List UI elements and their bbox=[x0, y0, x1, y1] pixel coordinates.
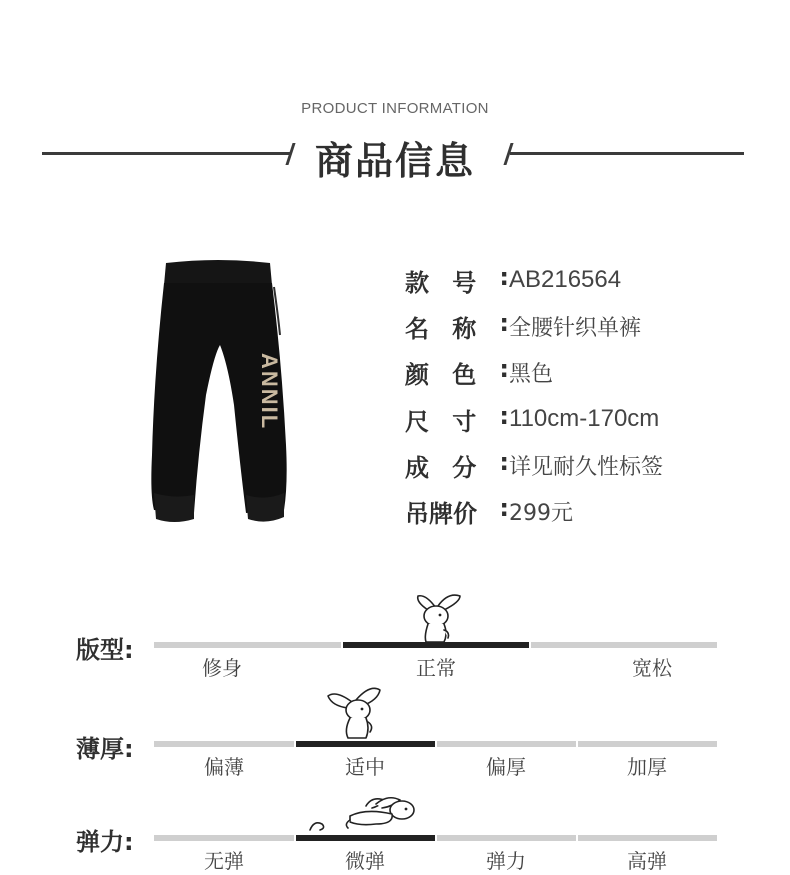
label-colon: : bbox=[499, 401, 509, 430]
label-char: 称 bbox=[452, 314, 477, 343]
thickness-option-label: 偏薄 bbox=[204, 755, 244, 779]
info-value-price: 299元 bbox=[509, 500, 573, 526]
info-label bbox=[405, 494, 509, 529]
thickness-divider bbox=[576, 741, 578, 747]
stretch-divider bbox=[294, 835, 296, 841]
label-colon: : bbox=[499, 308, 509, 337]
info-row-color bbox=[405, 354, 554, 389]
label-colon: : bbox=[499, 493, 509, 522]
thickness-option-label: 偏厚 bbox=[486, 755, 526, 779]
thickness-option-label: 加厚 bbox=[627, 755, 667, 779]
label-char: 色 bbox=[452, 360, 477, 389]
rabbit-icon bbox=[326, 682, 386, 744]
info-value-style-no: AB216564 bbox=[509, 266, 622, 293]
info-label bbox=[405, 355, 509, 390]
info-row-name bbox=[405, 308, 642, 343]
info-value-name: 全腰针织单裤 bbox=[509, 315, 642, 341]
header-right-rule bbox=[510, 152, 744, 155]
thickness-option-label: 适中 bbox=[345, 755, 385, 779]
thickness-divider bbox=[435, 741, 437, 747]
info-row-style-no bbox=[405, 262, 622, 297]
info-value-size: 110cm-170cm bbox=[509, 405, 660, 432]
header-subtitle-en: PRODUCT INFORMATION bbox=[301, 100, 489, 117]
fit-divider bbox=[529, 642, 531, 648]
pants-print-text: ANNIL bbox=[257, 353, 282, 431]
thickness-scale-title: 薄厚: bbox=[76, 735, 134, 763]
stretch-option-label: 弹力 bbox=[486, 849, 526, 873]
label-colon: : bbox=[499, 262, 509, 291]
stretch-divider bbox=[576, 835, 578, 841]
rabbit-icon bbox=[306, 794, 422, 838]
label-colon: : bbox=[499, 447, 509, 476]
info-label bbox=[405, 309, 509, 344]
info-label bbox=[405, 402, 509, 437]
info-row-material bbox=[405, 447, 664, 482]
label-char: 颜 bbox=[405, 360, 429, 389]
thickness-divider bbox=[294, 741, 296, 747]
label-text: 吊牌价 bbox=[405, 499, 477, 528]
label-char: 寸 bbox=[452, 407, 477, 436]
product-photo bbox=[128, 255, 308, 530]
stretch-divider bbox=[435, 835, 437, 841]
label-char: 号 bbox=[452, 268, 477, 297]
label-colon: : bbox=[499, 354, 509, 383]
label-char: 名 bbox=[405, 314, 429, 343]
fit-option-label: 正常 bbox=[416, 656, 456, 680]
stretch-option-label: 高弹 bbox=[627, 849, 667, 873]
stretch-option-label: 微弹 bbox=[345, 849, 385, 873]
label-char: 款 bbox=[405, 268, 429, 297]
fit-option-label: 修身 bbox=[202, 656, 242, 680]
info-value-material: 详见耐久性标签 bbox=[509, 454, 664, 480]
label-char: 尺 bbox=[405, 407, 429, 436]
info-row-price bbox=[405, 493, 573, 528]
pants-icon bbox=[128, 255, 308, 530]
info-row-size bbox=[405, 401, 660, 436]
info-value-color: 黑色 bbox=[509, 361, 554, 387]
stretch-option-label: 无弹 bbox=[204, 849, 244, 873]
fit-scale-title: 版型: bbox=[76, 636, 134, 664]
fit-option-label: 宽松 bbox=[632, 656, 672, 680]
label-char: 成 bbox=[405, 453, 429, 482]
label-char: 分 bbox=[452, 453, 477, 482]
info-label bbox=[405, 448, 509, 483]
rabbit-icon bbox=[414, 590, 470, 648]
fit-divider bbox=[341, 642, 343, 648]
info-label bbox=[405, 263, 509, 298]
page-title: 商品信息 bbox=[314, 139, 475, 183]
stretch-scale-title: 弹力: bbox=[76, 828, 134, 856]
